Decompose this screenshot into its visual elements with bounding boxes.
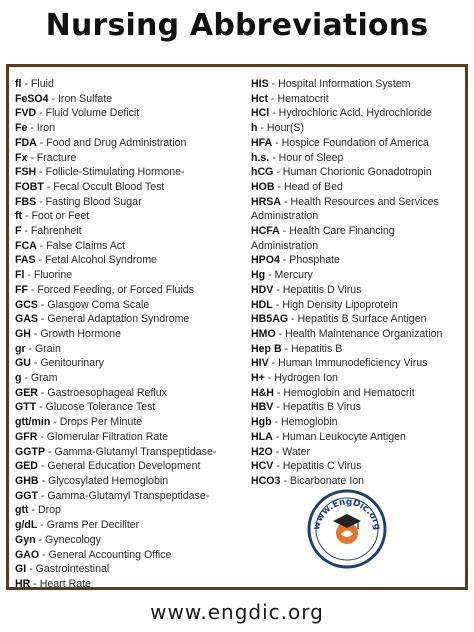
- abbreviation-term: FVD: [15, 107, 37, 120]
- abbreviation-term: HRSA: [251, 195, 282, 208]
- abbreviation-entry: GU - Genitourinary: [15, 357, 104, 370]
- abbreviation-definition: Drops Per Minute: [59, 416, 143, 429]
- abbreviation-definition: Hemoglobin: [281, 416, 338, 429]
- abbreviation-definition: Glucose Tolerance Test: [45, 401, 156, 414]
- abbreviation-definition: Glasgow Coma Scale: [47, 298, 150, 311]
- abbreviation-term: HIV: [251, 357, 269, 370]
- abbreviation-definition: Growth Hormone: [40, 327, 121, 340]
- abbreviation-definition: Head of Bed: [283, 180, 343, 193]
- abbreviation-entry: h.s. - Hour of Sleep: [251, 151, 344, 164]
- abbreviation-entry: HCV - Hepatitis C Virus: [251, 460, 362, 473]
- abbreviation-term: FBS: [15, 195, 37, 208]
- left-column: [15, 77, 250, 592]
- abbreviations-frame: [6, 64, 468, 590]
- abbreviation-term: FAS: [15, 254, 36, 267]
- abbreviation-definition: Fetal Alcohol Syndrome: [45, 254, 157, 267]
- abbreviation-term: FDA: [15, 136, 37, 149]
- abbreviation-definition: Fluorine: [33, 269, 73, 282]
- abbreviation-term: HR: [15, 577, 31, 590]
- abbreviation-entry: HBV - Hepatitis B Virus: [251, 401, 361, 414]
- abbreviation-definition: Grams Per Deciliter: [46, 519, 140, 532]
- abbreviation-definition: Fluid: [30, 78, 54, 90]
- abbreviation-entry: GAO - General Accounting Office: [15, 548, 172, 561]
- abbreviation-term: g/dL: [15, 519, 38, 532]
- abbreviation-entry: GH - Growth Hormone: [15, 327, 121, 340]
- abbreviation-term: FF: [15, 283, 28, 296]
- abbreviation-entry: FSH - Follicle-Stimulating Hormone-: [15, 166, 185, 179]
- abbreviation-definition: Hepatitis B Virus: [282, 401, 361, 414]
- abbreviation-entry: Fx - Fracture: [15, 151, 77, 164]
- abbreviation-entry: HDL - High Density Lipoprotein: [251, 298, 398, 311]
- abbreviation-entry: Hg - Mercury: [251, 269, 313, 282]
- abbreviation-term: H2O: [251, 445, 273, 458]
- abbreviation-entry: Fe - Iron: [15, 122, 56, 135]
- abbreviation-term: GAS: [15, 313, 38, 326]
- abbreviation-definition: Water: [282, 445, 311, 458]
- abbreviation-entry: HDV - Hepatitis D Virus: [251, 283, 362, 296]
- abbreviation-entry: H+ - Hydrogen Ion: [251, 372, 338, 385]
- abbreviation-entry: HFA - Hospice Foundation of America: [251, 136, 429, 149]
- abbreviation-term: GI: [15, 563, 27, 576]
- abbreviation-definition: Hepatitis C Virus: [282, 460, 362, 473]
- abbreviation-term: g: [15, 372, 22, 385]
- abbreviation-term: HCFA: [251, 225, 280, 238]
- abbreviation-definition: Hemoglobin and Hematocrit: [283, 386, 415, 399]
- abbreviation-definition: Gynecology: [45, 533, 101, 546]
- abbreviation-term: F: [15, 225, 22, 238]
- abbreviation-entry: HIS - Hospital Information System: [251, 78, 411, 90]
- abbreviation-definition: Hour(S): [266, 122, 304, 135]
- abbreviation-term: FCA: [15, 239, 37, 252]
- abbreviation-term: hCG: [251, 166, 274, 179]
- abbreviation-entry: H&H - Hemoglobin and Hematocrit: [251, 386, 415, 399]
- abbreviation-entry: HPO4 - Phosphate: [251, 254, 340, 267]
- abbreviation-definition: Food and Drug Administration: [46, 136, 187, 149]
- abbreviation-definition: Follicle-Stimulating Hormone-: [45, 166, 185, 179]
- abbreviation-term: gtt/min: [15, 416, 51, 429]
- abbreviation-definition: Gamma-Glutamyl Transpeptidase-: [47, 489, 210, 502]
- abbreviation-definition: Drop: [37, 504, 61, 517]
- abbreviation-term: FeSO4: [15, 92, 49, 105]
- abbreviation-term: GU: [15, 357, 31, 370]
- abbreviation-term: FOBT: [15, 180, 44, 193]
- abbreviation-definition: Health Care Financing Administration: [251, 225, 395, 252]
- abbreviation-definition: General Adaptation Syndrome: [47, 313, 190, 326]
- abbreviation-term: GFR: [15, 430, 38, 443]
- abbreviation-term: HCV: [251, 460, 274, 473]
- abbreviation-term: HPO4: [251, 254, 280, 267]
- abbreviation-definition: Health Maintenance Organization: [285, 327, 443, 340]
- abbreviation-term: HFA: [251, 136, 273, 149]
- abbreviation-definition: Gamma-Glutamyl Transpeptidase-: [54, 445, 217, 458]
- abbreviation-term: HB5AG: [251, 313, 289, 326]
- abbreviation-entry: gr - Grain: [15, 342, 61, 355]
- abbreviation-definition: Hospital Information System: [278, 78, 411, 90]
- abbreviation-definition: Phosphate: [289, 254, 340, 267]
- abbreviation-entry: HIV - Human Immunodeficiency Virus: [251, 357, 428, 370]
- abbreviation-entry: FDA - Food and Drug Administration: [15, 136, 187, 149]
- abbreviation-definition: Fluid Volume Deficit: [45, 107, 140, 120]
- abbreviation-term: Fl: [15, 269, 25, 282]
- abbreviation-entry: g/dL - Grams Per Deciliter: [15, 519, 140, 532]
- abbreviation-entry: hCG - Human Chorionic Gonadotropin: [251, 166, 432, 179]
- abbreviation-entry: GAS - General Adaptation Syndrome: [15, 313, 190, 326]
- abbreviation-entry: ft - Foot or Feet: [15, 210, 90, 223]
- abbreviation-entry: HR - Heart Rate: [15, 577, 91, 590]
- abbreviation-term: Fx: [15, 151, 28, 164]
- abbreviation-definition: Mercury: [274, 269, 313, 282]
- abbreviation-entry: HLA - Human Leukocyte Antigen: [251, 430, 406, 443]
- abbreviation-term: GGTP: [15, 445, 46, 458]
- abbreviation-definition: Bicarbonate Ion: [289, 474, 365, 487]
- abbreviation-definition: Heart Rate: [39, 577, 91, 590]
- abbreviation-term: HBV: [251, 401, 274, 414]
- abbreviation-definition: Glomerular Filtration Rate: [46, 430, 169, 443]
- abbreviation-entry: GI - Gastrointestinal: [15, 563, 110, 576]
- abbreviation-entry: FBS - Fasting Blood Sugar: [15, 195, 142, 208]
- abbreviation-entry: g - Gram: [15, 372, 58, 385]
- abbreviation-entry: GHB - Glycosylated Hemoglobin: [15, 474, 169, 487]
- abbreviation-term: GER: [15, 386, 38, 399]
- abbreviation-definition: False Claims Act: [46, 239, 126, 252]
- abbreviation-entry: Gyn - Gynecology: [15, 533, 101, 546]
- abbreviation-entry: HRSA - Health Resources and Services Administration: [251, 195, 439, 223]
- abbreviation-term: HDL: [251, 298, 273, 311]
- abbreviation-definition: Gastrointestinal: [35, 563, 110, 576]
- abbreviation-definition: Hour of Sleep: [278, 151, 344, 164]
- footer-url: www.engdic.org: [150, 600, 324, 624]
- abbreviation-entry: Hct - Hematocrit: [251, 92, 329, 105]
- abbreviation-definition: Iron Sulfate: [57, 92, 113, 105]
- abbreviation-definition: Human Immunodeficiency Virus: [278, 357, 428, 370]
- abbreviation-entry: GER - Gastroesophageal Reflux: [15, 386, 167, 399]
- abbreviation-term: HCl: [251, 107, 270, 120]
- abbreviation-entry: FOBT - Fecal Occult Blood Test: [15, 180, 165, 193]
- abbreviation-definition: Human Leukocyte Antigen: [282, 430, 406, 443]
- abbreviation-entry: HMO - Health Maintenance Organization: [251, 327, 443, 340]
- abbreviation-definition: Hepatitis B Surface Antigen: [297, 313, 427, 326]
- abbreviation-term: GTT: [15, 401, 37, 414]
- abbreviation-entry: F - Fahrenheit: [15, 225, 82, 238]
- abbreviation-definition: Hospice Foundation of America: [281, 136, 429, 149]
- abbreviation-definition: Fracture: [36, 151, 77, 164]
- abbreviation-entry: FAS - Fetal Alcohol Syndrome: [15, 254, 157, 267]
- abbreviation-definition: Foot or Feet: [31, 210, 90, 223]
- abbreviation-term: HCO3: [251, 474, 281, 487]
- abbreviation-entry: GGTP - Gamma-Glutamyl Transpeptidase-: [15, 445, 217, 458]
- abbreviation-term: h.s.: [251, 151, 270, 164]
- abbreviation-definition: Gastroesophageal Reflux: [47, 386, 167, 399]
- abbreviation-entry: Fl - Fluorine: [15, 269, 73, 282]
- abbreviation-definition: Genitourinary: [40, 357, 104, 370]
- abbreviation-term: HMO: [251, 327, 276, 340]
- abbreviation-term: GED: [15, 460, 38, 473]
- abbreviation-term: gr: [15, 342, 26, 355]
- abbreviation-term: HLA: [251, 430, 273, 443]
- abbreviation-definition: Hydrochloric Acid, Hydrochloride: [278, 107, 432, 120]
- abbreviation-term: HOB: [251, 180, 275, 193]
- abbreviation-entry: FeSO4 - Iron Sulfate: [15, 92, 113, 105]
- abbreviation-term: H&H: [251, 386, 274, 399]
- abbreviation-definition: Health Resources and Services Administration: [251, 195, 439, 223]
- abbreviation-term: GHB: [15, 474, 39, 487]
- abbreviation-term: GAO: [15, 548, 40, 561]
- abbreviation-entry: HCO3 - Bicarbonate Ion: [251, 474, 365, 487]
- engdic-logo: [307, 489, 387, 569]
- abbreviation-entry: GCS - Glasgow Coma Scale: [15, 298, 150, 311]
- abbreviation-term: GCS: [15, 298, 38, 311]
- abbreviation-term: GH: [15, 327, 31, 340]
- abbreviation-term: h: [251, 122, 258, 135]
- abbreviation-entry: FVD - Fluid Volume Deficit: [15, 107, 140, 120]
- abbreviation-entry: HB5AG - Hepatitis B Surface Antigen: [251, 313, 427, 326]
- abbreviation-definition: Grain: [35, 342, 61, 355]
- abbreviation-entry: Hgb - Hemoglobin: [251, 416, 338, 429]
- abbreviation-definition: Forced Feeding, or Forced Fluids: [37, 283, 194, 296]
- abbreviation-entry: HOB - Head of Bed: [251, 180, 343, 193]
- abbreviation-term: GGT: [15, 489, 38, 502]
- abbreviation-term: Hep B: [251, 342, 282, 355]
- abbreviation-entry: GED - General Education Development: [15, 460, 201, 473]
- abbreviation-definition: Gram: [30, 372, 58, 385]
- abbreviation-entry: gtt/min - Drops Per Minute: [15, 416, 143, 429]
- abbreviation-definition: General Education Development: [47, 460, 201, 473]
- abbreviation-term: ft: [15, 210, 23, 223]
- abbreviation-term: FSH: [15, 166, 37, 179]
- abbreviation-term: Hct: [251, 92, 269, 105]
- abbreviation-definition: Human Chorionic Gonadotropin: [282, 166, 432, 179]
- abbreviation-entry: FF - Forced Feeding, or Forced Fluids: [15, 283, 194, 296]
- abbreviation-entry: H2O - Water: [251, 445, 311, 458]
- right-column: [251, 77, 461, 489]
- abbreviation-entry: FCA - False Claims Act: [15, 239, 126, 252]
- abbreviation-term: Hg: [251, 269, 266, 282]
- abbreviation-entry: gtt - Drop: [15, 504, 61, 517]
- abbreviation-definition: Fahrenheit: [30, 225, 82, 238]
- abbreviation-entry: GFR - Glomerular Filtration Rate: [15, 430, 169, 443]
- abbreviation-entry: Hep B - Hepatitis B: [251, 342, 343, 355]
- abbreviation-entry: HCFA - Health Care Financing Administration: [251, 225, 395, 252]
- abbreviation-definition: General Accounting Office: [48, 548, 172, 561]
- abbreviation-definition: Hepatitis D Virus: [282, 283, 362, 296]
- abbreviation-definition: Fasting Blood Sugar: [45, 195, 142, 208]
- abbreviation-definition: Hematocrit: [277, 92, 329, 105]
- abbreviation-definition: Glycosylated Hemoglobin: [47, 474, 169, 487]
- abbreviation-term: Fe: [15, 122, 28, 135]
- abbreviation-entry: HCl - Hydrochloric Acid, Hydrochloride: [251, 107, 432, 120]
- abbreviation-definition: High Density Lipoprotein: [282, 298, 398, 311]
- abbreviation-entry: h - Hour(S): [251, 122, 304, 135]
- abbreviation-definition: Fecal Occult Blood Test: [53, 180, 165, 193]
- abbreviation-definition: Hydrogen Ion: [274, 372, 338, 385]
- abbreviation-term: Hgb: [251, 416, 272, 429]
- logo-text: www.EngDic.org: [311, 497, 382, 532]
- abbreviation-term: HDV: [251, 283, 274, 296]
- abbreviation-definition: Iron: [36, 122, 56, 135]
- abbreviation-term: H+: [251, 372, 265, 385]
- abbreviation-term: gtt: [15, 504, 29, 517]
- page-title: Nursing Abbreviations: [45, 8, 429, 43]
- abbreviation-entry: fl - Fluid: [15, 78, 54, 90]
- abbreviation-term: HIS: [251, 78, 269, 90]
- abbreviation-definition: Hepatitis B: [291, 342, 343, 355]
- abbreviation-term: fl: [15, 78, 22, 90]
- abbreviation-entry: GGT - Gamma-Glutamyl Transpeptidase-: [15, 489, 210, 502]
- abbreviation-entry: GTT - Glucose Tolerance Test: [15, 401, 156, 414]
- abbreviation-term: Gyn: [15, 533, 36, 546]
